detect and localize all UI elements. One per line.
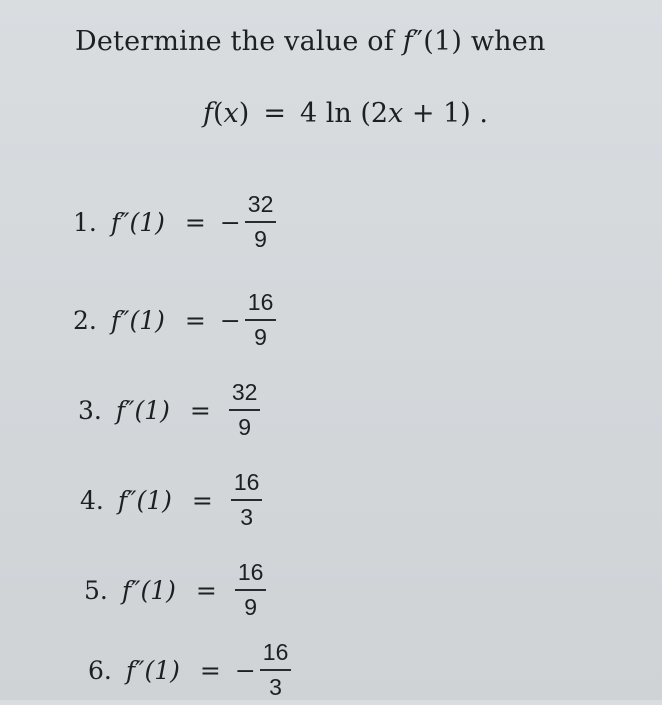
fraction-numerator: 16 <box>247 289 274 316</box>
answer-choice-6[interactable] <box>88 635 291 705</box>
fraction-denominator: 9 <box>254 225 267 252</box>
choice-equals: = <box>184 207 206 237</box>
question-prompt <box>75 26 546 57</box>
choice-number: 3. <box>78 395 102 425</box>
answer-choice-4[interactable] <box>80 465 262 535</box>
choice-lhs: f″(1) <box>117 485 172 515</box>
choice-number: 2. <box>73 305 97 335</box>
prompt-text: Determine the value of <box>75 26 403 57</box>
equation-rhs-start: 4 ln (2 <box>299 98 389 129</box>
equation-paren-open: ( <box>213 98 224 129</box>
prompt-prime: ″ <box>412 26 424 57</box>
choice-number: 1. <box>73 207 97 237</box>
choice-fraction <box>245 291 277 349</box>
equation-paren-close: ) <box>238 98 250 129</box>
fraction-numerator: 16 <box>233 469 260 496</box>
equation-rhs-variable: x <box>388 98 404 129</box>
fraction-numerator: 16 <box>262 639 289 666</box>
choice-sign: − <box>234 655 256 685</box>
choice-lhs: f″(1) <box>110 207 165 237</box>
fraction-numerator: 16 <box>237 559 264 586</box>
equation-variable: x <box>223 98 239 129</box>
choice-equals: = <box>184 305 206 335</box>
prompt-function: f <box>402 26 413 57</box>
choice-equals: = <box>195 575 217 605</box>
fraction-denominator: 3 <box>269 673 282 700</box>
equation-rhs-end: + 1) . <box>403 98 488 129</box>
fraction-denominator: 9 <box>254 323 267 350</box>
choice-number: 6. <box>88 655 112 685</box>
choice-fraction <box>260 641 292 699</box>
function-equation <box>203 98 488 129</box>
choice-lhs: f″(1) <box>121 575 176 605</box>
choice-fraction <box>245 193 277 251</box>
equation-function: f <box>203 98 213 129</box>
prompt-argument: (1) <box>423 26 463 57</box>
fraction-numerator: 32 <box>247 191 274 218</box>
choice-sign: − <box>219 207 241 237</box>
choice-number: 5. <box>84 575 108 605</box>
choice-lhs: f″(1) <box>115 395 170 425</box>
choice-lhs: f″(1) <box>110 305 165 335</box>
prompt-when: when <box>462 26 546 57</box>
fraction-numerator: 32 <box>231 379 258 406</box>
answer-choice-1[interactable] <box>73 187 276 257</box>
choice-number: 4. <box>80 485 104 515</box>
choice-equals: = <box>189 395 211 425</box>
fraction-denominator: 9 <box>238 413 252 440</box>
choice-sign: − <box>219 305 241 335</box>
choice-fraction <box>235 561 267 619</box>
answer-choice-3[interactable] <box>78 375 260 445</box>
fraction-denominator: 9 <box>244 593 258 620</box>
choice-fraction <box>231 471 263 529</box>
choice-fraction <box>229 381 261 439</box>
equation-equals: = <box>263 98 286 129</box>
choice-equals: = <box>199 655 221 685</box>
answer-choice-2[interactable] <box>73 285 276 355</box>
fraction-denominator: 3 <box>240 503 254 530</box>
answer-choice-5[interactable] <box>84 555 266 625</box>
choice-equals: = <box>191 485 213 515</box>
choice-lhs: f″(1) <box>125 655 180 685</box>
